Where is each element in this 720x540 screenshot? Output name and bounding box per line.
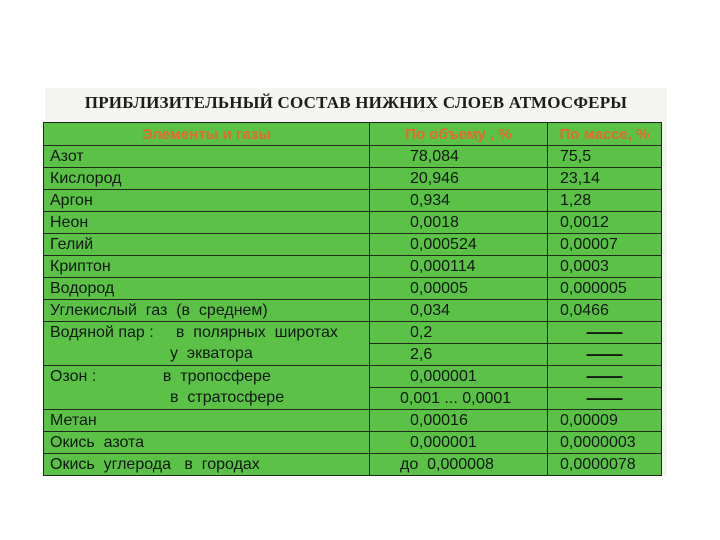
row-volume: 0,034 [370,300,548,322]
header-by-mass: По массе, % [548,123,662,146]
table-row [44,388,662,410]
composition-table [43,122,662,476]
row-volume: 0,2 [370,322,548,344]
row-mass: 0,000005 [548,278,662,300]
row-name: Аргон [44,190,370,212]
header-elements: Элементы и газы [44,123,370,146]
table-row [44,322,662,344]
row-volume: 0,000001 [370,366,548,388]
row-volume: до 0,000008 [370,454,548,476]
row-name: Метан [44,410,370,432]
table-row [44,454,662,476]
table-row [44,256,662,278]
table-row [44,146,662,168]
table-row [44,190,662,212]
table-row [44,410,662,432]
table-row [44,300,662,322]
page-title: ПРИБЛИЗИТЕЛЬНЫЙ СОСТАВ НИЖНИХ СЛОЕВ АТМОСФЕРЫ [84,93,628,112]
row-mass: 0,0000078 [548,454,662,476]
row-mass: 0,0000003 [548,432,662,454]
table-row [44,432,662,454]
row-name: Водяной пар : в полярных широтах [44,322,370,344]
row-volume: 0,0018 [370,212,548,234]
row-mass: —— [548,388,662,410]
row-mass: —— [548,322,662,344]
row-name: у экватора [44,344,370,366]
row-volume: 0,000001 [370,432,548,454]
table-row [44,366,662,388]
row-name: Озон : в тропосфере [44,366,370,388]
row-mass: 0,00009 [548,410,662,432]
row-name: Гелий [44,234,370,256]
row-mass: —— [548,344,662,366]
row-volume: 20,946 [370,168,548,190]
row-mass: 1,28 [548,190,662,212]
table-row [44,278,662,300]
row-mass: 0,0012 [548,212,662,234]
row-volume: 0,001 ... 0,0001 [370,388,548,410]
table-row [44,234,662,256]
header-by-volume: По объему , % [370,123,548,146]
table-row [44,212,662,234]
row-volume: 2,6 [370,344,548,366]
row-volume: 0,934 [370,190,548,212]
row-name: Неон [44,212,370,234]
row-volume: 0,00016 [370,410,548,432]
row-volume: 78,084 [370,146,548,168]
row-name: Окись углерода в городах [44,454,370,476]
table-row [44,344,662,366]
row-mass: —— [548,366,662,388]
row-name: в стратосфере [44,388,370,410]
row-mass: 75,5 [548,146,662,168]
row-mass: 0,0466 [548,300,662,322]
row-mass: 23,14 [548,168,662,190]
row-mass: 0,00007 [548,234,662,256]
row-volume: 0,00005 [370,278,548,300]
row-volume: 0,000114 [370,256,548,278]
row-name: Кислород [44,168,370,190]
row-volume: 0,000524 [370,234,548,256]
row-name: Криптон [44,256,370,278]
table-row [44,168,662,190]
row-name: Азот [44,146,370,168]
row-name: Углекислый газ (в среднем) [44,300,370,322]
row-name: Водород [44,278,370,300]
row-mass: 0,0003 [548,256,662,278]
row-name: Окись азота [44,432,370,454]
table-header-row [44,123,662,146]
